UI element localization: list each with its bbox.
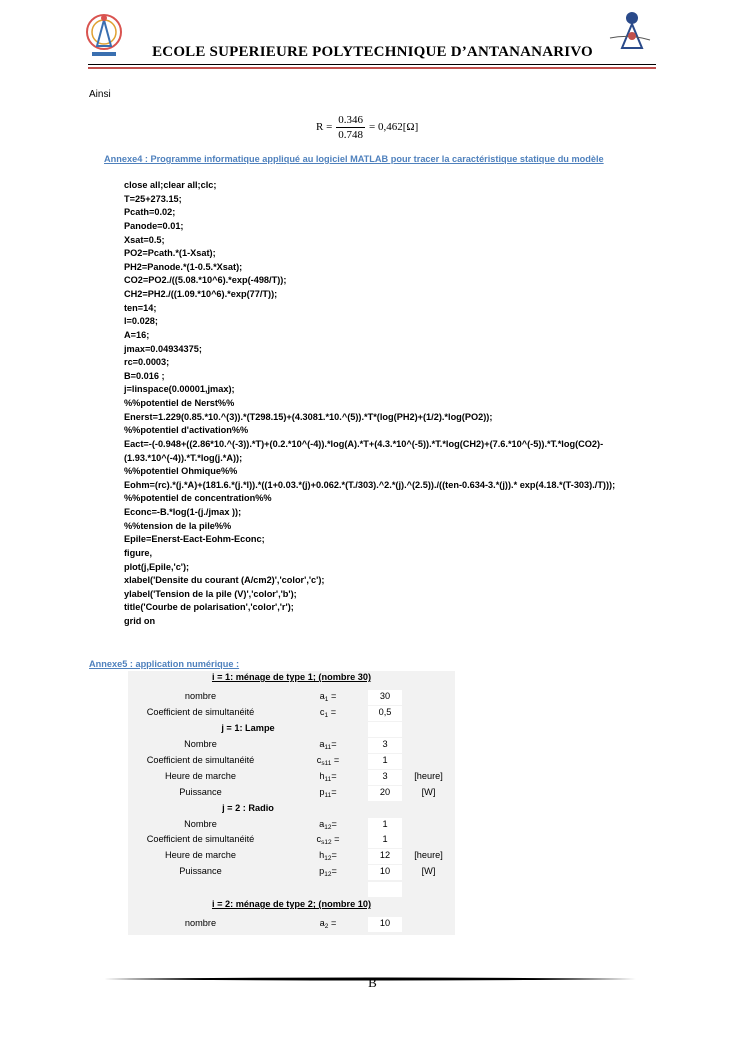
subsection-heading <box>128 722 455 738</box>
code-line: jmax=0.04934375; <box>124 343 202 354</box>
table-row <box>128 917 455 933</box>
row-symbol: $c_{s12}$ = <box>316 834 340 846</box>
code-comment: %%potentiel de Nerst%% <box>124 398 235 408</box>
table-row <box>128 865 455 881</box>
row-label: Heure de marche <box>165 850 236 860</box>
formula-lhs: R = <box>316 121 333 133</box>
row-value: 0,5 <box>378 707 392 717</box>
code-comment: %%tension de la pile%% <box>124 520 232 531</box>
table-row <box>128 786 455 802</box>
annex5-title: Annexe5 : application numérique : <box>89 659 240 669</box>
lampe-heading: j = 1: Lampe <box>221 723 275 733</box>
row-unit: [W] <box>421 787 436 797</box>
code-comment: %%potentiel de concentration%% <box>124 493 272 504</box>
radio-heading: j = 2 : Radio <box>222 803 274 813</box>
code-line: Eact=-(-0.948+((2.86*10.^(-3)).*T)+(0.2.*10^(-4)).*log(A).*T+(4.3.*10^(-5)).*T.*log(CH2)+(7.6.*10^(-5)).*T.*log(CO2)-(1.93.*10^(-4)).*T.*log(j.*A)); <box>124 438 604 463</box>
row-label: Puissance <box>179 866 222 876</box>
numeric-application-table <box>128 671 455 935</box>
code-line: Eohm=(rc).*(j.*A)+(181.6.*(j.*l)).*((1+0.03.*(j)+0.062.*(T./303).^2.*(j).^(2.5))./((ten-0.634-3.*(j)).* exp(4.18.*(T-303)./T))); <box>124 479 616 490</box>
row-unit: [heure] <box>414 850 443 860</box>
header-rule-thin <box>88 64 656 65</box>
table-row <box>128 754 455 770</box>
row-symbol: $a_{12}=$ <box>319 819 337 831</box>
row-symbol: $c_1$ = <box>319 707 337 719</box>
table-row <box>128 770 455 786</box>
row-symbol: $a_2$ = <box>319 918 337 930</box>
code-line: j=linspace(0.00001,jmax); <box>124 384 235 395</box>
code-line: xlabel('Densite du courant (A/cm2)','color','c'); <box>124 575 325 586</box>
section-heading <box>128 671 455 687</box>
table-row <box>128 833 455 849</box>
section1-heading: i = 1: ménage de type 1; (nombre 30) <box>211 672 372 682</box>
row-label: nombre <box>184 918 217 928</box>
row-value: 3 <box>382 739 388 749</box>
code-line: figure, <box>124 547 153 558</box>
row-label: Nombre <box>184 739 217 749</box>
code-line: Epile=Enerst-Eact-Eohm-Econc; <box>124 534 265 545</box>
row-label: Nombre <box>184 819 217 829</box>
school-title: ECOLE SUPERIEURE POLYTECHNIQUE D’ANTANANARIVO <box>152 44 593 60</box>
code-line: plot(j,Epile,'c'); <box>124 561 190 572</box>
code-line: PO2=Pcath.*(1-Xsat); <box>124 248 216 259</box>
code-line: title('Courbe de polarisation','color','r'); <box>124 602 294 613</box>
row-label: nombre <box>184 691 217 701</box>
row-label: Coefficient de simultanéité <box>146 755 255 765</box>
code-line: l=0.028; <box>124 316 158 327</box>
code-line: CO2=PO2./((5.08.*10^6).*exp(-498/T)); <box>124 275 287 286</box>
code-line: B=0.016 ; <box>124 370 165 381</box>
code-line: Xsat=0.5; <box>124 234 165 245</box>
matlab-code-block <box>124 179 659 629</box>
code-line: PH2=Panode.*(1-0.5.*Xsat); <box>124 261 243 272</box>
code-comment: %%potentiel d'activation%% <box>124 425 249 436</box>
code-line: Panode=0.01; <box>124 220 184 231</box>
row-symbol: $a_1$ = <box>319 691 337 703</box>
row-symbol: $a_{11}=$ <box>319 739 337 751</box>
footer-rule <box>104 968 640 972</box>
row-value: 3 <box>382 771 388 781</box>
code-line: ten=14; <box>124 302 157 313</box>
code-line: grid on <box>124 616 156 626</box>
row-label: Coefficient de simultanéité <box>146 707 255 717</box>
row-label: Coefficient de simultanéité <box>146 834 255 844</box>
resistance-formula <box>316 111 418 143</box>
row-value: 10 <box>379 866 391 876</box>
row-unit: [W] <box>421 866 436 876</box>
table-row <box>128 690 455 706</box>
annex4-title: Annexe4 : Programme informatique appliqué au logiciel MATLAB pour tracer la caractéristique statique du modèle <box>104 154 604 164</box>
row-label: Heure de marche <box>165 771 236 781</box>
table-row <box>128 706 455 722</box>
table-row <box>128 818 455 834</box>
code-line: ylabel('Tension de la pile (V)','color','b'); <box>124 588 297 599</box>
row-value: 20 <box>379 787 391 797</box>
section-heading <box>128 898 455 914</box>
row-label: Puissance <box>179 787 222 797</box>
table-row <box>128 738 455 754</box>
section2-heading: i = 2: ménage de type 2; (nombre 10) <box>211 899 372 909</box>
intro-text: Ainsi <box>89 89 111 100</box>
row-symbol: $p_{11}=$ <box>319 787 337 799</box>
code-line: Enerst=1.229(0.85.*10.^(3)).*(T298.15)+(4.3081.*10.^(5)).*T*(log(PH2)+(1/2).*log(PO2)); <box>124 411 493 422</box>
row-value: 1 <box>382 819 388 829</box>
header-rule-thick <box>88 67 656 69</box>
formula-fraction <box>336 114 365 141</box>
subsection-heading <box>128 802 455 818</box>
code-line: CH2=PH2./((1.09.*10^6).*exp(77/T)); <box>124 289 278 299</box>
code-line: close all;clear all;clc; <box>124 180 217 190</box>
row-unit: [heure] <box>414 771 443 781</box>
code-line: Econc=-B.*log(1-(j./jmax )); <box>124 507 242 517</box>
code-line: Pcath=0.02; <box>124 207 176 218</box>
code-line: T=25+273.15; <box>124 193 182 204</box>
code-comment: %%potentiel Ohmique%% <box>124 466 238 477</box>
row-value: 30 <box>379 691 391 701</box>
code-line: A=16; <box>124 329 150 340</box>
formula-rhs: = 0,462[Ω] <box>369 121 419 133</box>
row-symbol: $h_{11}=$ <box>319 771 337 783</box>
formula-numerator: 0.346 <box>338 113 364 126</box>
row-symbol: $p_{12}=$ <box>319 866 337 878</box>
formula-denominator: 0.748 <box>338 128 364 141</box>
page-number: B <box>368 975 377 990</box>
row-value: 12 <box>379 850 391 860</box>
row-value: 1 <box>382 755 388 765</box>
table-row <box>128 849 455 865</box>
row-symbol: $h_{12}=$ <box>319 850 337 862</box>
row-value: 10 <box>379 918 391 928</box>
row-value: 1 <box>382 834 388 844</box>
row-symbol: $c_{s11}$ = <box>316 755 340 767</box>
code-line: rc=0.0003; <box>124 357 170 368</box>
empty-row <box>128 882 455 898</box>
